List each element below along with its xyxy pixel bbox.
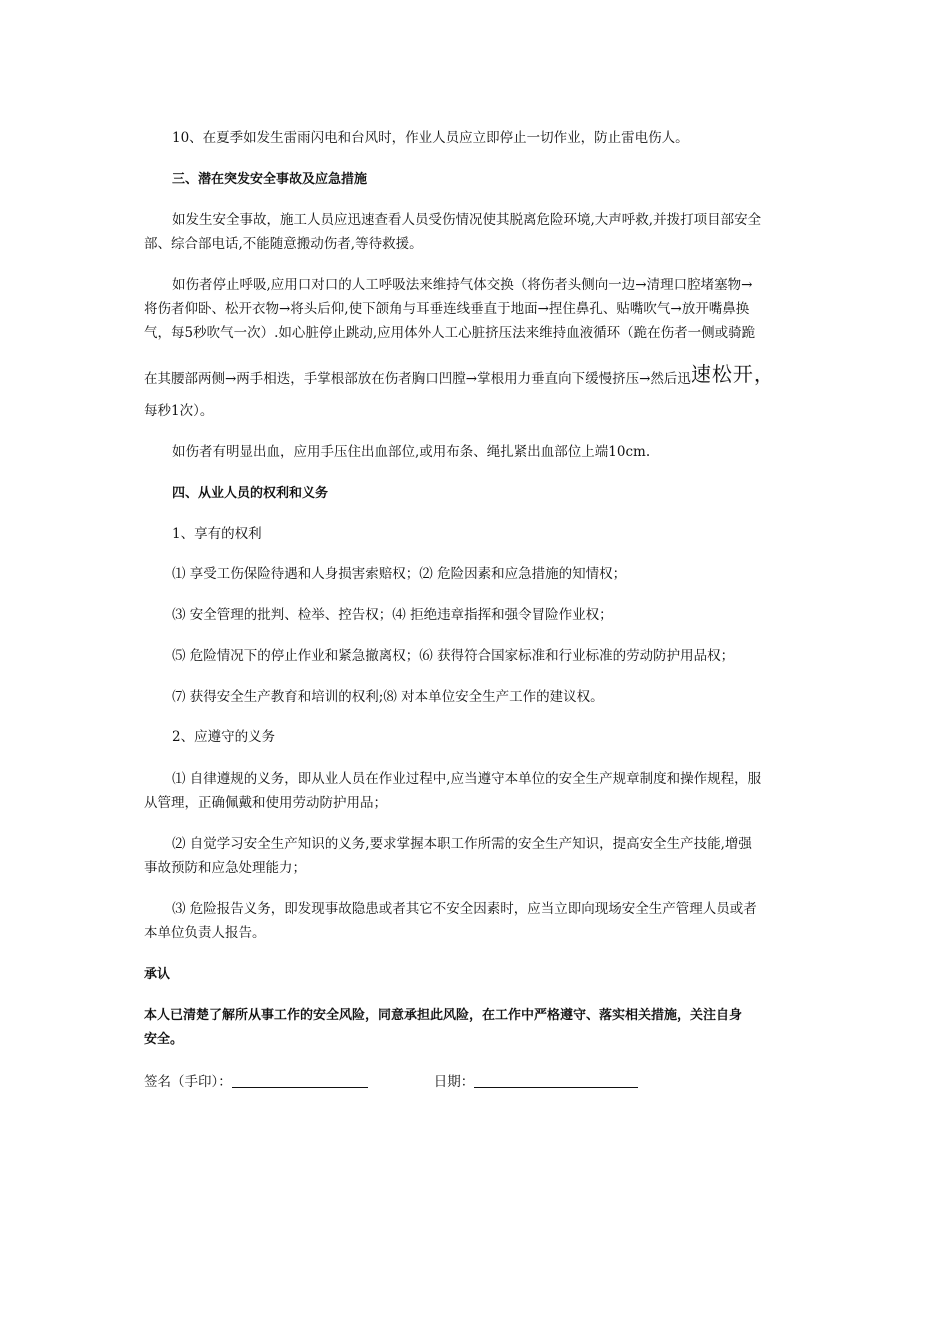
date-field[interactable] <box>474 1073 638 1088</box>
section-3-p2-line3: 气，每5秒吹气一次）.如心脏停止跳动,应用体外人工心脏挤压法来维持血液循环（跪在伤者一侧或骑跪 <box>144 325 756 341</box>
duty-3-line1: ⑶ 危险报告义务，即发现事故隐患或者其它不安全因素时，应当立即向现场安全生产管理人员或者 <box>172 901 757 917</box>
duty-3-line2: 本单位负责人报告。 <box>144 925 266 941</box>
section-3-p2-line4 <box>144 364 816 391</box>
signature-field[interactable] <box>232 1073 368 1088</box>
signature-row <box>144 1070 816 1094</box>
rights-title: 1、享有的权利 <box>172 526 262 542</box>
section-3-p2-line4-large-text: 速松开， <box>690 362 775 386</box>
rights-item-4: ⑺ 获得安全生产教育和培训的权利;⑻ 对本单位安全生产工作的建议权。 <box>172 689 604 705</box>
section-3-p2-line2: 将伤者仰卧、松开衣物→将头后仰,使下颌角与耳垂连线垂直于地面→捏住鼻孔、贴嘴吹气→放开嘴鼻换 <box>144 301 750 317</box>
date-label: 日期： <box>433 1074 475 1090</box>
rights-item-1: ⑴ 享受工伤保险待遇和人身损害索赔权；⑵ 危险因素和应急措施的知情权； <box>172 566 627 582</box>
section-3-p1-line1: 如发生安全事故，施工人员应迅速查看人员受伤情况使其脱离危险环境,大声呼救,并拨打项目部安全 <box>172 212 762 228</box>
acknowledge-text-line1: 本人已清楚了解所从事工作的安全风险，同意承担此风险，在工作中严格遵守、落实相关措施，关注自身 <box>144 1008 743 1023</box>
duty-1-line1: ⑴ 自律遵规的义务，即从业人员在作业过程中,应当遵守本单位的安全生产规章制度和操作规程，服 <box>172 771 762 787</box>
item-10: 10、在夏季如发生雷雨闪电和台风时，作业人员应立即停止一切作业，防止雷电伤人。 <box>172 130 689 146</box>
section-3-p1-line2: 部、综合部电话,不能随意搬动伤者,等待救援。 <box>144 236 423 252</box>
section-3-p2-line1: 如伤者停止呼吸,应用口对口的人工呼吸法来维持气体交换（将伤者头侧向一边→清理口腔堵塞物→ <box>172 277 753 293</box>
section-3-p2-line5: 每秒1次）。 <box>144 403 214 419</box>
acknowledge-text-line2: 安全。 <box>144 1032 184 1047</box>
signature-label: 签名（手印）： <box>144 1074 232 1090</box>
section-3-heading: 三、潜在突发安全事故及应急措施 <box>172 172 368 187</box>
rights-item-3: ⑸ 危险情况下的停止作业和紧急撤离权；⑹ 获得符合国家标准和行业标准的劳动防护用品权； <box>172 648 735 664</box>
section-4-heading: 四、从业人员的权利和义务 <box>172 486 329 501</box>
duties-title: 2、应遵守的义务 <box>172 729 276 745</box>
duty-2-line2: 事故预防和应急处理能力； <box>144 860 306 876</box>
duty-1-line2: 从管理，正确佩戴和使用劳动防护用品； <box>144 795 387 811</box>
section-3-p2-line4-text: 在其腰部两侧→两手相迭，手掌根部放在伤者胸口凹膛→掌根用力垂直向下缓慢挤压→然后迅 <box>144 371 691 387</box>
rights-item-2: ⑶ 安全管理的批判、检举、控告权；⑷ 拒绝违章指挥和强令冒险作业权； <box>172 607 613 623</box>
duty-2-line1: ⑵ 自觉学习安全生产知识的义务,要求掌握本职工作所需的安全生产知识，提高安全生产技能,增强 <box>172 836 752 852</box>
section-3-p3: 如伤者有明显出血，应用手压住出血部位,或用布条、绳扎紧出血部位上端10cm. <box>172 444 651 460</box>
acknowledge-heading: 承认 <box>144 967 171 982</box>
